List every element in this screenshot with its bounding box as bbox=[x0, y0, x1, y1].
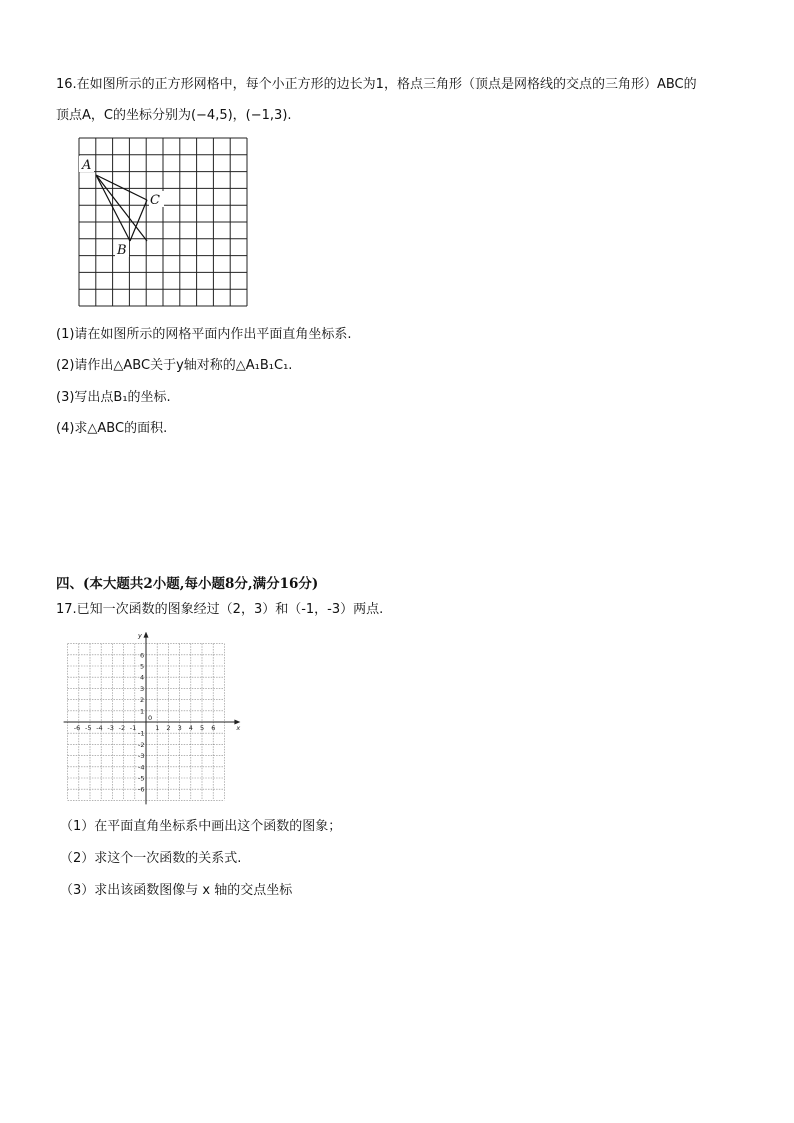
x-tick-label: 5 bbox=[200, 724, 205, 732]
q16-grid-figure bbox=[76, 134, 256, 314]
x-tick-label: -6 bbox=[73, 724, 81, 732]
q16-part-3: (3)写出点B₁的坐标. bbox=[56, 390, 171, 405]
q16-part-1: (1)请在如图所示的网格平面内作出平面直角坐标系. bbox=[56, 327, 352, 342]
y-tick-label: -6 bbox=[138, 785, 145, 794]
q16-part-2: (2)请作出△ABC关于y轴对称的△A₁B₁C₁. bbox=[56, 358, 293, 373]
x-tick-label: -5 bbox=[85, 724, 92, 732]
x-tick-label: -1 bbox=[129, 724, 137, 732]
y-tick-label: -1 bbox=[138, 729, 145, 738]
y-tick-label: -4 bbox=[138, 763, 145, 772]
y-tick-label: 4 bbox=[140, 673, 145, 682]
x-axis-label: x bbox=[236, 724, 241, 732]
triangle-abc bbox=[96, 175, 147, 241]
origin-label: 0 bbox=[148, 714, 153, 722]
x-tick-label: 6 bbox=[211, 724, 216, 732]
y-tick-label: -2 bbox=[138, 740, 145, 749]
x-tick-label: 4 bbox=[188, 724, 193, 732]
q16-stem-line2: 顶点A，C的坐标分别为(−4,5)，(−1,3). bbox=[56, 108, 292, 123]
label-c: C bbox=[150, 193, 160, 208]
x-tick-label: -3 bbox=[107, 724, 114, 732]
y-tick-label: 5 bbox=[140, 662, 145, 671]
x-tick-label: 1 bbox=[155, 724, 160, 732]
y-tick-label: 1 bbox=[140, 707, 145, 716]
y-axis-arrow bbox=[144, 632, 149, 638]
q17-stem: 17.已知一次函数的图象经过（2，3）和（-1，-3）两点. bbox=[56, 602, 384, 617]
q17-part-1: （1）在平面直角坐标系中画出这个函数的图象； bbox=[60, 819, 342, 834]
y-axis-label: y bbox=[138, 632, 142, 640]
y-tick-label: 6 bbox=[140, 651, 145, 660]
q17-part-2: （2）求这个一次函数的关系式. bbox=[60, 851, 242, 866]
y-tick-label: -5 bbox=[138, 774, 145, 783]
q16-part-4: (4)求△ABC的面积. bbox=[56, 421, 168, 436]
y-tick-label: -3 bbox=[138, 752, 145, 761]
x-tick-label: -2 bbox=[118, 724, 126, 732]
section-4-heading: 四、(本大题共2小题,每小题8分,满分16分) bbox=[56, 576, 319, 592]
q17-part-3: （3）求出该函数图像与 x 轴的交点坐标 bbox=[60, 883, 293, 898]
x-tick-label: 3 bbox=[177, 724, 182, 732]
label-a: A bbox=[82, 158, 92, 173]
y-tick-label: 3 bbox=[140, 684, 145, 693]
y-tick-label: 2 bbox=[140, 696, 145, 705]
x-tick-label: -4 bbox=[96, 724, 103, 732]
x-tick-label: 2 bbox=[166, 724, 171, 732]
q17-coordinate-grid bbox=[56, 632, 246, 807]
label-b: B bbox=[117, 243, 127, 258]
q16-stem-line1: 16.在如图所示的正方形网格中，每个小正方形的边长为1，格点三角形（顶点是网格线的交点的三角形）ABC的 bbox=[56, 77, 697, 92]
